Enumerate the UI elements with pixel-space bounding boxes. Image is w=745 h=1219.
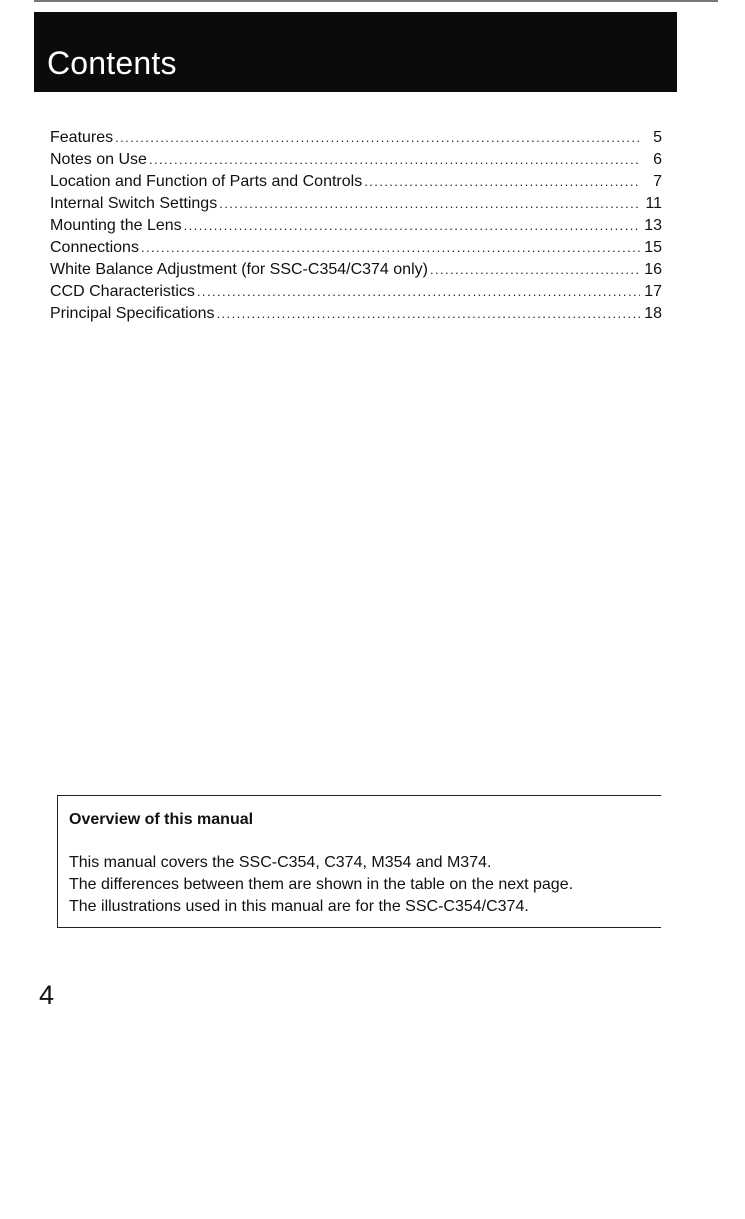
toc-entry-page: 11: [645, 195, 662, 212]
toc-entry-page: 15: [644, 239, 662, 256]
overview-line: The differences between them are shown in the table on the next page.: [69, 876, 574, 893]
overview-line: This manual covers the SSC-C354, C374, M354 and M374.: [69, 854, 492, 871]
toc-entry-page: 13: [644, 217, 662, 234]
toc-entry-features[interactable]: [50, 127, 662, 149]
toc-entry-ccd-characteristics[interactable]: [50, 281, 662, 303]
page-number: 4: [39, 980, 55, 1010]
dot-leader: [219, 193, 640, 215]
dot-leader: [149, 149, 640, 171]
toc-entry-internal-switch-settings[interactable]: [50, 193, 662, 215]
overview-body: [69, 852, 573, 918]
dot-leader: [184, 215, 640, 237]
toc-entry-label: Location and Function of Parts and Controls: [50, 173, 363, 190]
dot-leader: [364, 171, 640, 193]
toc-entry-page: 7: [653, 173, 662, 190]
contents-header: [34, 12, 677, 92]
toc-entry-principal-specifications[interactable]: [50, 303, 662, 325]
dot-leader: [430, 259, 640, 281]
toc-entry-notes-on-use[interactable]: [50, 149, 662, 171]
toc-entry-page: 5: [653, 129, 662, 146]
dot-leader: [217, 303, 640, 325]
dot-leader: [141, 237, 640, 259]
toc-entry-page: 16: [644, 261, 662, 278]
page-title: Contents: [47, 45, 177, 81]
toc-entry-location-and-function[interactable]: [50, 171, 662, 193]
toc-entry-connections[interactable]: [50, 237, 662, 259]
toc-entry-label: White Balance Adjustment (for SSC-C354/C374 only): [50, 261, 428, 278]
toc-entry-label: Principal Specifications: [50, 305, 215, 322]
dot-leader: [197, 281, 640, 303]
overview-box: [57, 795, 661, 928]
overview-line: The illustrations used in this manual are for the SSC-C354/C374.: [69, 898, 529, 915]
toc-entry-label: Mounting the Lens: [50, 217, 182, 234]
toc-entry-label: Connections: [50, 239, 139, 256]
toc-entry-white-balance-adjustment[interactable]: [50, 259, 662, 281]
dot-leader: [115, 127, 640, 149]
toc-entry-page: 17: [644, 283, 662, 300]
toc-entry-page: 6: [653, 151, 662, 168]
toc-entry-page: 18: [644, 305, 662, 322]
toc-entry-label: CCD Characteristics: [50, 283, 195, 300]
toc-entry-mounting-the-lens[interactable]: [50, 215, 662, 237]
overview-title: Overview of this manual: [69, 811, 254, 828]
toc-entry-label: Internal Switch Settings: [50, 195, 218, 212]
table-of-contents: [50, 127, 662, 325]
toc-entry-label: Notes on Use: [50, 151, 147, 168]
top-rule: [34, 0, 718, 2]
toc-entry-label: Features: [50, 129, 114, 146]
